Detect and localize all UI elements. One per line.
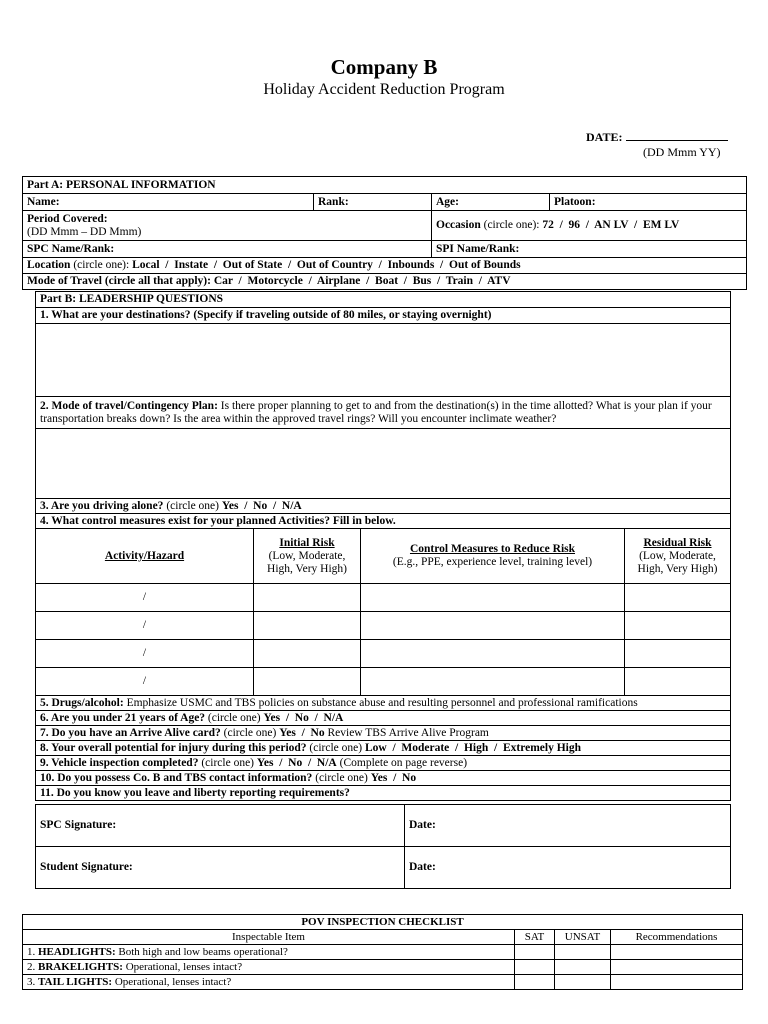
question-11: 11. Do you know you leave and liberty reporting requirements? <box>36 786 731 801</box>
control-measures-cell[interactable] <box>361 668 625 696</box>
date-label: DATE: <box>586 130 623 144</box>
col-control-measures: Control Measures to Reduce Risk (E.g., PPE, experience level, training level) <box>361 529 625 584</box>
initial-risk-cell[interactable] <box>254 612 361 640</box>
age-field[interactable]: Age: <box>432 194 550 211</box>
question-7: 7. Do you have an Arrive Alive card? (circle one) Yes / No Review TBS Arrive Alive Program <box>36 726 731 741</box>
sat-cell[interactable] <box>515 975 555 990</box>
activity-cell[interactable]: / <box>36 612 254 640</box>
col-unsat: UNSAT <box>555 930 611 945</box>
checklist-row <box>23 975 743 990</box>
unsat-cell[interactable] <box>555 960 611 975</box>
question-10: 10. Do you possess Co. B and TBS contact information? (circle one) Yes / No <box>36 771 731 786</box>
checklist-row <box>23 945 743 960</box>
travel-options[interactable]: Car / Motorcycle / Airplane / Boat / Bus / Train / ATV <box>213 275 511 287</box>
sat-cell[interactable] <box>515 945 555 960</box>
unsat-cell[interactable] <box>555 945 611 960</box>
student-date-field[interactable]: Date: <box>405 847 731 889</box>
col-activity-hazard: Activity/Hazard <box>36 529 254 584</box>
occasion-field[interactable]: Occasion (circle one): 72 / 96 / AN LV / EM LV <box>432 211 747 241</box>
initial-risk-cell[interactable] <box>254 584 361 612</box>
spc-date-field[interactable]: Date: <box>405 805 731 847</box>
q6-options[interactable]: Yes / No / N/A <box>263 711 344 724</box>
question-2: 2. Mode of travel/Contingency Plan: Is there proper planning to get to and from the destination(s) in the time allotted? What is your plan if your transportation breaks down? Is the area within the approved travel rings? Will you encounter inclimate weather? <box>36 397 731 429</box>
spc-signature-field[interactable]: SPC Signature: <box>36 805 405 847</box>
question-9: 9. Vehicle inspection completed? (circle one) Yes / No / N/A (Complete on page reverse) <box>36 756 731 771</box>
form-title: Company B <box>330 55 438 79</box>
control-measures-cell[interactable] <box>361 584 625 612</box>
risk-row <box>36 668 731 696</box>
sat-cell[interactable] <box>515 960 555 975</box>
spi-name-field[interactable]: SPI Name/Rank: <box>432 241 747 258</box>
residual-risk-cell[interactable] <box>625 584 731 612</box>
question-8: 8. Your overall potential for injury during this period? (circle one) Low / Moderate / High / Extremely High <box>36 741 731 756</box>
unsat-cell[interactable] <box>555 975 611 990</box>
checklist-item: 2. BRAKELIGHTS: Operational, lenses intact? <box>23 960 515 975</box>
activity-cell[interactable]: / <box>36 584 254 612</box>
q3-options[interactable]: Yes / No / N/A <box>221 499 302 512</box>
recommendation-cell[interactable] <box>611 975 743 990</box>
question-4: 4. What control measures exist for your planned Activities? Fill in below. <box>36 514 731 529</box>
date-blank[interactable] <box>626 130 728 141</box>
residual-risk-cell[interactable] <box>625 612 731 640</box>
occasion-options[interactable]: 72 / 96 / AN LV / EM LV <box>542 219 680 231</box>
part-b-heading: Part B: LEADERSHIP QUESTIONS <box>36 292 731 308</box>
part-a-table <box>22 176 747 290</box>
checklist-row <box>23 960 743 975</box>
pov-checklist-title: POV INSPECTION CHECKLIST <box>23 915 743 930</box>
checklist-item: 1. HEADLIGHTS: Both high and low beams operational? <box>23 945 515 960</box>
control-measures-cell[interactable] <box>361 612 625 640</box>
recommendation-cell[interactable] <box>611 945 743 960</box>
activity-cell[interactable]: / <box>36 668 254 696</box>
residual-risk-cell[interactable] <box>625 640 731 668</box>
platoon-field[interactable]: Platoon: <box>550 194 747 211</box>
location-options[interactable]: Local / Instate / Out of State / Out of Country / Inbounds / Out of Bounds <box>132 259 521 271</box>
pov-checklist-table <box>22 914 743 990</box>
col-inspectable-item: Inspectable Item <box>23 930 515 945</box>
col-sat: SAT <box>515 930 555 945</box>
control-measures-cell[interactable] <box>361 640 625 668</box>
q10-options[interactable]: Yes / No <box>370 771 417 784</box>
travel-mode-field[interactable]: Mode of Travel (circle all that apply): Car / Motorcycle / Airplane / Boat / Bus / Train / ATV <box>23 274 747 290</box>
checklist-item: 3. TAIL LIGHTS: Operational, lenses intact? <box>23 975 515 990</box>
col-initial-risk: Initial Risk (Low, Moderate, High, Very High) <box>254 529 361 584</box>
student-signature-field[interactable]: Student Signature: <box>36 847 405 889</box>
question-3: 3. Are you driving alone? (circle one) Yes / No / N/A <box>36 499 731 514</box>
name-field[interactable]: Name: <box>23 194 314 211</box>
activity-cell[interactable]: / <box>36 640 254 668</box>
q8-options[interactable]: Low / Moderate / High / Extremely High <box>364 741 581 754</box>
col-residual-risk: Residual Risk (Low, Moderate, High, Very High) <box>625 529 731 584</box>
part-b-table <box>35 291 731 801</box>
risk-row <box>36 612 731 640</box>
signature-table <box>35 804 731 889</box>
question-5: 5. Drugs/alcohol: Emphasize USMC and TBS policies on substance abuse and resulting personnel and professional ramifications <box>36 696 731 711</box>
form-subtitle: Holiday Accident Reduction Program <box>263 81 505 98</box>
initial-risk-cell[interactable] <box>254 668 361 696</box>
date-format-hint: (DD Mmm YY) <box>643 145 721 159</box>
q7-options[interactable]: Yes / No <box>279 726 325 739</box>
residual-risk-cell[interactable] <box>625 668 731 696</box>
risk-row <box>36 584 731 612</box>
question-6: 6. Are you under 21 years of Age? (circle one) Yes / No / N/A <box>36 711 731 726</box>
date-field[interactable] <box>586 130 728 145</box>
destinations-answer-area[interactable] <box>36 324 731 397</box>
initial-risk-cell[interactable] <box>254 640 361 668</box>
period-format: (DD Mmm – DD Mmm) <box>27 225 142 238</box>
period-label: Period Covered: <box>27 212 108 225</box>
col-recommendations: Recommendations <box>611 930 743 945</box>
recommendation-cell[interactable] <box>611 960 743 975</box>
q9-options[interactable]: Yes / No / N/A <box>256 756 337 769</box>
rank-field[interactable]: Rank: <box>314 194 432 211</box>
part-a-heading: Part A: PERSONAL INFORMATION <box>23 177 747 194</box>
contingency-answer-area[interactable] <box>36 429 731 499</box>
spc-name-field[interactable]: SPC Name/Rank: <box>23 241 432 258</box>
question-1: 1. What are your destinations? (Specify if traveling outside of 80 miles, or staying overnight) <box>36 308 731 324</box>
location-field[interactable]: Location (circle one): Local / Instate / Out of State / Out of Country / Inbounds / Out of Bounds <box>23 258 747 274</box>
risk-row <box>36 640 731 668</box>
period-covered-field[interactable] <box>23 211 432 241</box>
